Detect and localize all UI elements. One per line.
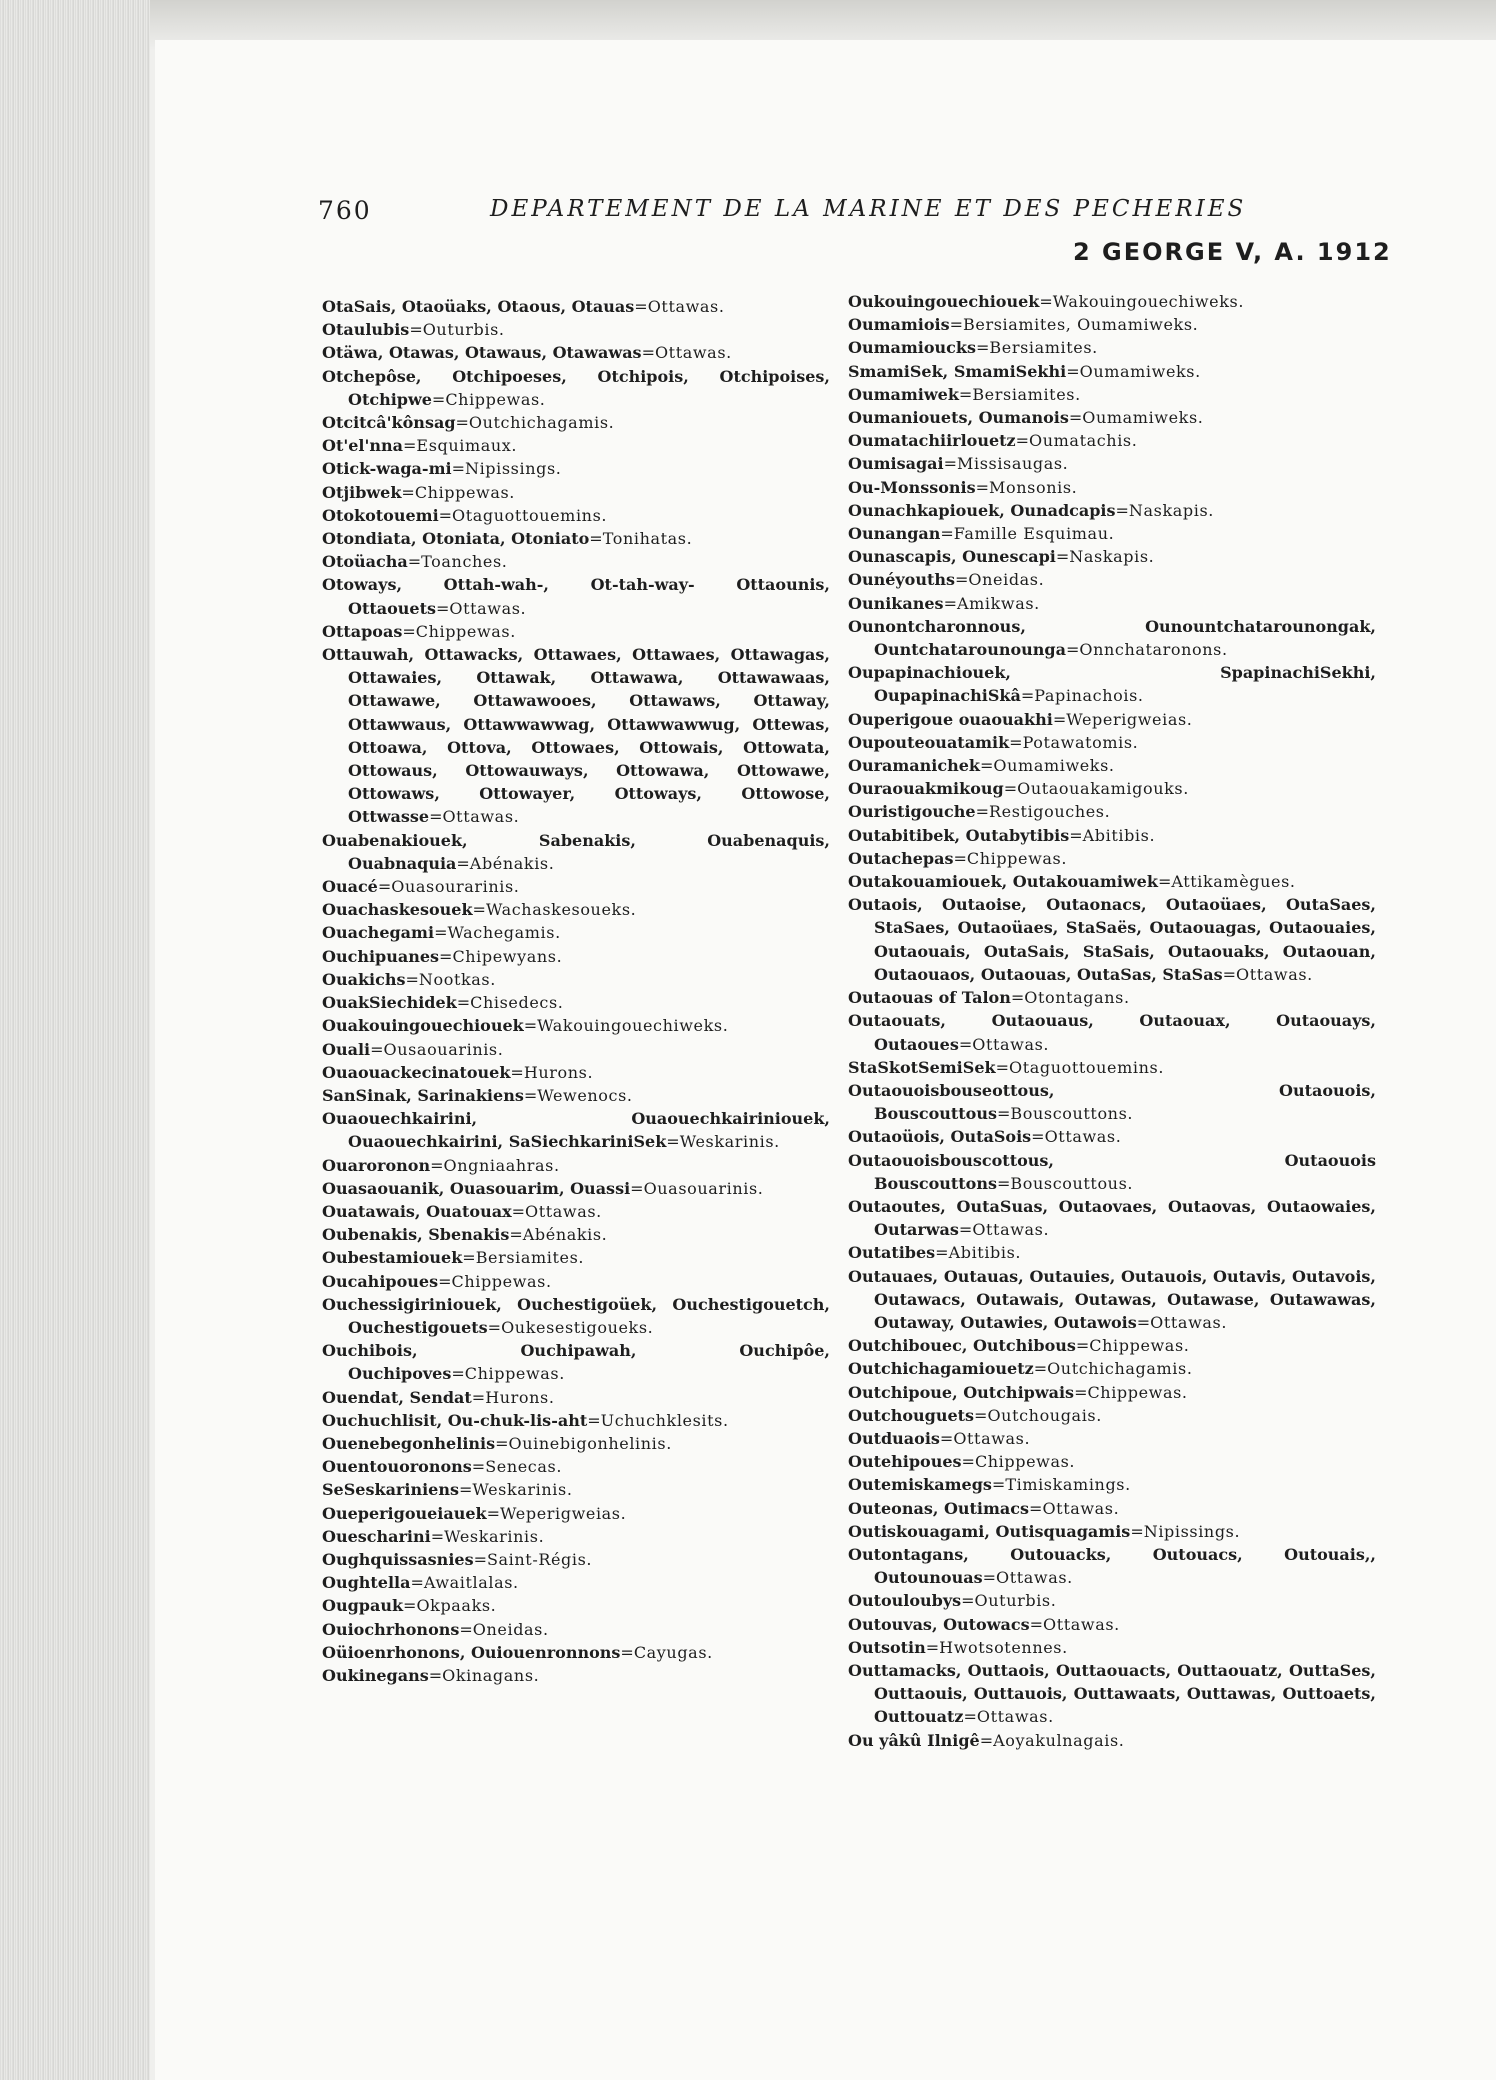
entry-equivalent: Chippewas. xyxy=(966,848,1068,868)
entry-term: Oumamiwek xyxy=(848,384,959,404)
entry-equivalent: Chippewas. xyxy=(1089,1336,1190,1356)
index-entry: Oueperigoueiauek=Weperigweias. xyxy=(322,1503,627,1523)
entry-term: Oukouingouechiouek xyxy=(848,292,1040,311)
index-entry: Otaulubis=Outurbis. xyxy=(322,320,505,340)
entry-equivalent: Nootkas. xyxy=(418,969,496,989)
entry-term: Otoways, Ottah-wah-, Ot-tah-way- Ottaounis, Ottaouets xyxy=(322,575,830,618)
index-entry: Otokotouemi=Otaguottouemins. xyxy=(322,505,608,525)
entry-equivalent: Ottawas. xyxy=(647,297,725,316)
entry-equivalent: Ottawas. xyxy=(995,1568,1073,1588)
entry-equivalent: Chippewas. xyxy=(415,621,516,641)
entry-equivalent: Tonihatas. xyxy=(602,529,693,549)
index-entry: Outchouguets=Outchougais. xyxy=(848,1405,1102,1425)
entry-equivalent: Hurons. xyxy=(485,1387,555,1407)
entry-equivalent: Chippewas. xyxy=(451,1271,552,1291)
entry-term: Outchibouec, Outchibous xyxy=(848,1336,1076,1356)
index-entry: Otäwa, Otawas, Otawaus, Otawawas=Ottawas. xyxy=(322,343,732,363)
index-entry: Ouaroronon=Ongniaahras. xyxy=(322,1155,560,1175)
index-entry: Oupouteouatamik=Potawatomis. xyxy=(848,732,1139,752)
entry-term: Outsotin xyxy=(848,1637,926,1657)
entry-term: Ouperigoue ouaouakhi xyxy=(848,709,1053,729)
entry-term: Oumatachiirlouetz xyxy=(848,431,1016,451)
index-entry: Oumisagai=Missisaugas. xyxy=(848,454,1069,474)
index-entry: Outouvas, Outowacs=Ottawas. xyxy=(848,1614,1120,1634)
index-entry: Ouiochrhonons=Oneidas. xyxy=(322,1619,549,1639)
entry-term: Ouachaskesouek xyxy=(322,900,473,920)
entry-term: Outemiskamegs xyxy=(848,1475,992,1495)
entry-equivalent: Weskarinis. xyxy=(679,1132,780,1152)
index-entry: Ouchuchlisit, Ou-chuk-lis-aht=Uchuchklesits. xyxy=(322,1410,729,1430)
entry-equivalent: Cayugas. xyxy=(633,1642,713,1662)
entry-term: Ouchipuanes xyxy=(322,946,440,966)
entry-term: Ouraouakmikoug xyxy=(848,779,1004,799)
entry-equivalent: Weskarinis. xyxy=(472,1480,573,1500)
entry-term: Outouloubys xyxy=(848,1591,962,1611)
index-entry: Outouloubys=Outurbis. xyxy=(848,1591,1057,1611)
entry-equivalent: Otaguottouemins. xyxy=(1008,1057,1165,1077)
entry-equivalent: Oukesestigoueks. xyxy=(501,1317,654,1337)
entry-term: Outabitibek, Outabytibis xyxy=(848,825,1070,845)
index-entry: Oukinegans=Okinagans. xyxy=(322,1665,540,1685)
index-entry: Oumamiwek=Bersiamites. xyxy=(848,384,1081,404)
index-entry: Oumamiois=Bersiamites, Oumamiweks. xyxy=(848,315,1199,335)
index-entry: Outaouoisbouseottous, Outaouois, Bouscouttous=Bouscouttons. xyxy=(848,1080,1376,1124)
entry-equivalent: Ottawas. xyxy=(1236,964,1313,984)
entry-equivalent: Awaitlalas. xyxy=(423,1573,519,1593)
entry-term: Ouristigouche xyxy=(848,802,976,822)
index-entry: Ouraouakmikoug=Outaouakamigouks. xyxy=(848,779,1189,799)
index-entry: Oumamioucks=Bersiamites. xyxy=(848,338,1098,358)
index-entry: Otchepôse, Otchipoeses, Otchipois, Otchipoises, Otchipwe=Chippewas. xyxy=(322,366,830,409)
entry-equivalent: Weperigweias. xyxy=(500,1503,627,1523)
index-entry: Outchibouec, Outchibous=Chippewas. xyxy=(848,1336,1190,1356)
entry-equivalent: Saint-Régis. xyxy=(486,1549,593,1569)
index-entry: Outachepas=Chippewas. xyxy=(848,848,1068,868)
entry-term: Oumaniouets, Oumanois xyxy=(848,408,1069,428)
entry-term: StaSkotSemiSek xyxy=(848,1057,996,1077)
index-entry: SmamiSek, SmamiSekhi=Oumamiweks. xyxy=(848,361,1201,381)
index-entry: Outchipoue, Outchipwais=Chippewas. xyxy=(848,1382,1188,1402)
entry-term: Ounascapis, Ounescapi xyxy=(848,547,1056,567)
entry-term: Outouvas, Outowacs xyxy=(848,1614,1030,1634)
entry-equivalent: Wakouingouechiweks. xyxy=(537,1016,729,1036)
index-entry: Outauaes, Outauas, Outauies, Outauois, Outavis, Outavois, Outawacs, Outawais, Outawas, Outawase, Outawawas, Outaway, Outawies, Outawois=Ottawas. xyxy=(848,1266,1376,1332)
index-entry: Outabitibek, Outabytibis=Abitibis. xyxy=(848,825,1156,845)
entry-equivalent: Outchougais. xyxy=(987,1405,1102,1425)
index-entry: Oubenakis, Sbenakis=Abénakis. xyxy=(322,1225,608,1245)
index-entry: Ouatawais, Ouatouax=Ottawas. xyxy=(322,1201,602,1221)
entry-term: Ounachkapiouek, Ounadcapis xyxy=(848,500,1116,520)
index-entry: Ouakichs=Nootkas. xyxy=(322,969,496,989)
index-entry: Oumatachiirlouetz=Oumatachis. xyxy=(848,431,1138,451)
entry-term: Oughtella xyxy=(322,1573,411,1593)
index-entry: Ounikanes=Amikwas. xyxy=(848,593,1040,613)
index-entry: Ouakouingouechiouek=Wakouingouechiweks. xyxy=(322,1016,729,1036)
entry-term: Ou-Monssonis xyxy=(848,477,976,497)
entry-equivalent: Ottawas. xyxy=(976,1707,1054,1727)
entry-term: Ou yâkû Ilnigê xyxy=(848,1730,980,1750)
entry-term: Ouabenakiouek, Sabenakis, Ouabenaquis, Ouabnaquia xyxy=(322,830,830,873)
entry-term: Outaoutes, OutaSuas, Outaovaes, Outaovas, Outaowaies, Outarwas xyxy=(848,1196,1376,1240)
entry-term: Ouaroronon xyxy=(322,1155,431,1175)
index-entry: Oüioenrhonons, Ouiouenronnons=Cayugas. xyxy=(322,1642,713,1662)
index-entry: Ouendat, Sendat=Hurons. xyxy=(322,1387,555,1407)
entry-term: Otchepôse, Otchipoeses, Otchipois, Otchipoises, Otchipwe xyxy=(322,366,830,409)
entry-equivalent: Naskapis. xyxy=(1128,500,1214,520)
index-entry: Ouali=Ousaouarinis. xyxy=(322,1039,504,1059)
index-entry: Ouristigouche=Restigouches. xyxy=(848,802,1111,822)
index-entry: Otjibwek=Chippewas. xyxy=(322,482,515,502)
entry-term: Ottauwah, Ottawacks, Ottawaes, Ottawaes, Ottawagas, Ottawaies, Ottawak, Ottawawa, Ottawawaas, Ottawawe, Ottawawooes, Ottawaws, Ottaway, Ottawwaus, Ottawwawwag, Ottawwawwug, Ottewas, Ottoawa, Ottova, Ottowaes, Ottowais, Ottowata, Ottowaus, Ottowauways, Ottowawa, Ottowawe, Ottowaws, Ottowayer, Ottoways, Ottowose, Ottwasse xyxy=(322,645,830,827)
index-entry: Ouaouechkairini, Ouaouechkairiniouek, Ouaouechkairini, SaSiechkariniSek=Weskarinis. xyxy=(322,1109,830,1152)
entry-term: Ouasaouanik, Ouasouarim, Ouassi xyxy=(322,1178,631,1198)
entry-term: Outakouamiouek, Outakouamiwek xyxy=(848,872,1158,892)
book-page-edges xyxy=(0,0,150,2080)
entry-term: Ouenebegonhelinis xyxy=(322,1433,496,1453)
index-entry: Oughquissasnies=Saint-Régis. xyxy=(322,1549,593,1569)
entry-equivalent: Abénakis. xyxy=(522,1225,608,1245)
entry-equivalent: Nipissings. xyxy=(1143,1521,1241,1541)
index-entry: SeSeskariniens=Weskarinis. xyxy=(322,1480,573,1500)
entry-term: Outauaes, Outauas, Outauies, Outauois, Outavis, Outavois, Outawacs, Outawais, Outawas, Outawase, Outawawas, Outaway, Outawies, Outawois xyxy=(848,1266,1376,1332)
entry-term: Otondiata, Otoniata, Otoniato xyxy=(322,529,590,549)
entry-equivalent: Oumamiweks. xyxy=(993,756,1115,776)
entry-equivalent: Hurons. xyxy=(523,1062,594,1082)
entry-term: Ounéyouths xyxy=(848,570,956,590)
entry-equivalent: Outurbis. xyxy=(974,1591,1057,1611)
index-entry: Outaouats, Outaouaus, Outaouax, Outaouays, Outaoues=Ottawas. xyxy=(848,1011,1376,1054)
entry-term: Outeonas, Outimacs xyxy=(848,1498,1030,1518)
index-entry: Ottapoas=Chippewas. xyxy=(322,621,516,641)
entry-equivalent: Outchichagamis. xyxy=(1047,1359,1193,1379)
entry-equivalent: Nipissings. xyxy=(464,459,562,479)
session-title: 2 GEORGE V, A. 1912 xyxy=(1073,238,1392,266)
index-entry: Oupapinachiouek, SpapinachiSekhi, OupapinachiSkâ=Papinachois. xyxy=(848,663,1376,706)
entry-equivalent: Monsonis. xyxy=(989,477,1078,497)
entry-term: Outduaois xyxy=(848,1428,940,1448)
entry-term: Oumamioucks xyxy=(848,338,977,358)
index-entry: OtaSais, Otaoüaks, Otaous, Otauas=Ottawas. xyxy=(322,297,725,316)
entry-equivalent: Oneidas. xyxy=(472,1619,549,1639)
entry-term: Otcitcâ'kônsag xyxy=(322,413,456,433)
entry-term: Outiskouagami, Outisquagamis xyxy=(848,1521,1131,1541)
index-entry: Ot'el'nna=Esquimaux. xyxy=(322,436,518,456)
index-entry: Ougpauk=Okpaaks. xyxy=(322,1596,497,1616)
index-entry: Ouacé=Ouasourarinis. xyxy=(322,877,520,897)
entry-equivalent: Bersiamites. xyxy=(475,1248,585,1268)
entry-equivalent: Abitibis. xyxy=(1082,825,1156,845)
index-entry: Ouescharini=Weskarinis. xyxy=(322,1526,545,1546)
entry-equivalent: Ongniaahras. xyxy=(443,1155,560,1175)
entry-equivalent: Wakouingouechiweks. xyxy=(1052,292,1245,311)
index-entry: Outduaois=Ottawas. xyxy=(848,1428,1031,1448)
entry-equivalent: Wewenocs. xyxy=(537,1085,633,1105)
index-entry: Ounangan=Famille Esquimau. xyxy=(848,524,1115,544)
entry-term: Ouaouechkairini, Ouaouechkairiniouek, Ouaouechkairini, SaSiechkariniSek xyxy=(322,1109,830,1152)
index-entry: Ottauwah, Ottawacks, Ottawaes, Ottawaes, Ottawagas, Ottawaies, Ottawak, Ottawawa, Ottawawaas, Ottawawe, Ottawawooes, Ottawaws, Ottaway, Ottawwaus, Ottawwawwag, Ottawwawwug, Ottewas, Ottoawa, Ottova, Ottowaes, Ottowais, Ottowata, Ottowaus, Ottowauways, Ottowawa, Ottowawe, Ottowaws, Ottowayer, Ottoways, Ottowose, Ottwasse=Ottawas. xyxy=(322,645,830,827)
entry-equivalent: Oumamiweks. xyxy=(1082,408,1204,428)
index-entry: Otoüacha=Toanches. xyxy=(322,552,508,572)
entry-equivalent: Bouscouttous. xyxy=(1010,1173,1134,1193)
index-entry: OuakSiechidek=Chisedecs. xyxy=(322,993,564,1013)
index-entry: Outakouamiouek, Outakouamiwek=Attikamègues. xyxy=(848,872,1296,892)
entry-equivalent: Ouasouarinis. xyxy=(643,1178,764,1198)
entry-term: Outchouguets xyxy=(848,1405,975,1425)
index-entry: Outeonas, Outimacs=Ottawas. xyxy=(848,1498,1120,1518)
entry-term: Ottapoas xyxy=(322,621,403,641)
index-entry: Ouperigoue ouaouakhi=Weperigweias. xyxy=(848,709,1193,729)
index-entry: Ouachaskesouek=Wachaskesoueks. xyxy=(322,900,637,920)
entry-equivalent: Outaouakamigouks. xyxy=(1017,779,1189,799)
entry-equivalent: Restigouches. xyxy=(989,802,1111,822)
entry-equivalent: Chippewas. xyxy=(445,389,546,409)
entry-equivalent: Oumatachis. xyxy=(1029,431,1138,451)
entry-term: Ouacé xyxy=(322,877,378,897)
entry-equivalent: Wachaskesoueks. xyxy=(485,900,637,920)
entry-equivalent: Ottawas. xyxy=(449,598,527,618)
entry-term: Oubestamiouek xyxy=(322,1248,463,1268)
entry-equivalent: Chisedecs. xyxy=(470,993,564,1013)
entry-term: Ouchuchlisit, Ou-chuk-lis-aht xyxy=(322,1410,588,1430)
entry-term: Ouakichs xyxy=(322,969,406,989)
index-entry: Ounachkapiouek, Ounadcapis=Naskapis. xyxy=(848,500,1214,520)
index-entry: Ouchibois, Ouchipawah, Ouchipôe, Ouchipoves=Chippewas. xyxy=(322,1341,830,1384)
index-entry: Ouchipuanes=Chipewyans. xyxy=(322,946,563,966)
entry-term: Oumamiois xyxy=(848,315,950,335)
entry-equivalent: Ottawas. xyxy=(972,1220,1050,1240)
entry-term: Outaoüois, OutaSois xyxy=(848,1127,1032,1147)
index-entry: Outsotin=Hwotsotennes. xyxy=(848,1637,1068,1657)
entry-term: Outachepas xyxy=(848,848,954,868)
entry-term: OuakSiechidek xyxy=(322,993,457,1013)
index-entry: Otondiata, Otoniata, Otoniato=Tonihatas. xyxy=(322,529,693,549)
index-entry: Ouabenakiouek, Sabenakis, Ouabenaquis, Ouabnaquia=Abénakis. xyxy=(322,830,830,873)
entry-equivalent: Weperigweias. xyxy=(1066,709,1193,729)
running-title: DEPARTEMENT DE LA MARINE ET DES PECHERIES xyxy=(490,196,1247,222)
entry-equivalent: Aoyakulnagais. xyxy=(993,1730,1125,1750)
entry-equivalent: Abitibis. xyxy=(948,1243,1022,1263)
entry-equivalent: Oumamiweks. xyxy=(1079,361,1201,381)
entry-term: Oupouteouatamik xyxy=(848,732,1010,752)
entry-equivalent: Toanches. xyxy=(421,552,508,572)
entry-equivalent: Chippewas. xyxy=(974,1452,1076,1472)
entry-equivalent: Bersiamites. xyxy=(989,338,1098,358)
entry-equivalent: Ouasourarinis. xyxy=(391,877,520,897)
entry-equivalent: Onnchataronons. xyxy=(1079,640,1228,660)
index-entry: Otcitcâ'kônsag=Outchichagamis. xyxy=(322,413,615,433)
entry-equivalent: Ottawas. xyxy=(1150,1312,1228,1332)
index-entry: Ouaouackecinatouek=Hurons. xyxy=(322,1062,594,1082)
entry-term: Oubenakis, Sbenakis xyxy=(322,1225,510,1245)
entry-term: Otoüacha xyxy=(322,552,408,572)
index-entry: Ounascapis, Ounescapi=Naskapis. xyxy=(848,547,1155,567)
entry-term: Outchipoue, Outchipwais xyxy=(848,1382,1075,1402)
entry-term: SanSinak, Sarinakiens xyxy=(322,1085,524,1105)
index-entry: SanSinak, Sarinakiens=Wewenocs. xyxy=(322,1085,633,1105)
index-entry: Outontagans, Outouacks, Outouacs, Outouais,, Outounouas=Ottawas. xyxy=(848,1544,1376,1588)
entry-equivalent: Ottawas. xyxy=(525,1201,602,1221)
index-entry: Outaouoisbouscottous, Outaouois Bouscouttons=Bouscouttous. xyxy=(848,1150,1376,1193)
index-entry: Outaois, Outaoise, Outaonacs, Outaoüaes, OutaSaes, StaSaes, Outaoüaes, StaSaës, Outaouagas, Outaouaies, Outaouais, OutaSais, StaSais, Outaouaks, Outaouan, Outaouaos, Outaouas, OutaSas, StaSas=Ottawas. xyxy=(848,895,1376,984)
entry-equivalent: Chippewas. xyxy=(1087,1382,1188,1402)
entry-term: Oupapinachiouek, SpapinachiSekhi, OupapinachiSkâ xyxy=(848,663,1376,706)
entry-equivalent: Ottawas. xyxy=(654,343,732,363)
entry-term: Ouchibois, Ouchipawah, Ouchipôe, Ouchipoves xyxy=(322,1341,830,1384)
entry-equivalent: Naskapis. xyxy=(1069,547,1155,567)
entry-term: Oüioenrhonons, Ouiouenronnons xyxy=(322,1642,621,1662)
entry-term: Otäwa, Otawas, Otawaus, Otawawas xyxy=(322,343,642,363)
entry-term: Outontagans, Outouacks, Outouacs, Outouais,, Outounouas xyxy=(848,1544,1376,1588)
entry-term: Oucahipoues xyxy=(322,1271,439,1291)
entry-equivalent: Ottawas. xyxy=(1042,1498,1120,1518)
index-entry: Oucahipoues=Chippewas. xyxy=(322,1271,552,1291)
index-entry: Outiskouagami, Outisquagamis=Nipissings. xyxy=(848,1521,1241,1541)
entry-term: Otick-waga-mi xyxy=(322,459,452,479)
entry-equivalent: Ouinebigonhelinis. xyxy=(508,1433,672,1453)
entry-term: Outaouoisbouseottous, Outaouois, Bouscouttous xyxy=(848,1080,1376,1124)
index-entry: Outaoüois, OutaSois=Ottawas. xyxy=(848,1127,1122,1147)
index-entry: Oumaniouets, Oumanois=Oumamiweks. xyxy=(848,408,1204,428)
entry-equivalent: Ousaouarinis. xyxy=(383,1039,504,1059)
entry-equivalent: Potawatomis. xyxy=(1022,732,1139,752)
entry-equivalent: Chippewas. xyxy=(414,482,515,502)
index-entry: Ouachegami=Wachegamis. xyxy=(322,923,561,943)
entry-equivalent: Ottawas. xyxy=(953,1428,1031,1448)
entry-equivalent: Otontagans. xyxy=(1024,988,1130,1008)
entry-term: Ouakouingouechiouek xyxy=(322,1016,524,1036)
entry-term: Outehipoues xyxy=(848,1452,962,1472)
entry-term: Ouaouackecinatouek xyxy=(322,1062,511,1082)
entry-equivalent: Oneidas. xyxy=(968,570,1045,590)
entry-equivalent: Okinagans. xyxy=(442,1665,540,1685)
index-entry: Ouenebegonhelinis=Ouinebigonhelinis. xyxy=(322,1433,672,1453)
entry-term: SmamiSek, SmamiSekhi xyxy=(848,361,1067,381)
entry-term: Otaulubis xyxy=(322,320,410,340)
entry-term: Ounangan xyxy=(848,524,941,544)
index-entry: Outaoutes, OutaSuas, Outaovaes, Outaovas, Outaowaies, Outarwas=Ottawas. xyxy=(848,1196,1376,1240)
entry-term: Ougpauk xyxy=(322,1596,404,1616)
entry-term: Ounikanes xyxy=(848,593,944,613)
entry-equivalent: Uchuchklesits. xyxy=(600,1410,729,1430)
entry-term: Ouiochrhonons xyxy=(322,1619,460,1639)
entry-term: Oughquissasnies xyxy=(322,1549,474,1569)
entry-term: Oueperigoueiauek xyxy=(322,1503,487,1523)
entry-equivalent: Famille Esquimau. xyxy=(953,524,1115,544)
index-entry: Ouentouoronons=Senecas. xyxy=(322,1457,563,1477)
entry-equivalent: Chippewas. xyxy=(464,1364,565,1384)
entry-equivalent: Weskarinis. xyxy=(444,1526,545,1546)
entry-equivalent: Bouscouttons. xyxy=(1010,1104,1134,1124)
index-entry: Outatibes=Abitibis. xyxy=(848,1243,1022,1263)
entry-term: Otokotouemi xyxy=(322,505,439,525)
entry-equivalent: Timiskamings. xyxy=(1005,1475,1131,1495)
entry-term: Ot'el'nna xyxy=(322,436,404,456)
index-entry: Otick-waga-mi=Nipissings. xyxy=(322,459,562,479)
entry-equivalent: Hwotsotennes. xyxy=(939,1637,1068,1657)
entry-term: Ouatawais, Ouatouax xyxy=(322,1201,512,1221)
entry-term: Outaouas of Talon xyxy=(848,988,1011,1008)
entry-equivalent: Amikwas. xyxy=(956,593,1040,613)
entry-term: Ouescharini xyxy=(322,1526,431,1546)
index-entry: Oukouingouechiouek=Wakouingouechiweks. xyxy=(848,292,1245,311)
page-number: 760 xyxy=(318,196,372,225)
right-column xyxy=(848,290,1376,1752)
entry-equivalent: Ottawas. xyxy=(1043,1614,1120,1634)
entry-term: Outchichagamiouetz xyxy=(848,1359,1034,1379)
entry-term: Outaouats, Outaouaus, Outaouax, Outaouays, Outaoues xyxy=(848,1011,1376,1054)
entry-equivalent: Outurbis. xyxy=(422,320,505,340)
index-entry: Ou-Monssonis=Monsonis. xyxy=(848,477,1078,497)
entry-equivalent: Ottawas. xyxy=(442,807,520,827)
entry-equivalent: Wachegamis. xyxy=(447,923,561,943)
entry-term: Ouachegami xyxy=(322,923,435,943)
index-entry: Outchichagamiouetz=Outchichagamis. xyxy=(848,1359,1193,1379)
entry-term: Ouramanichek xyxy=(848,756,981,776)
entry-equivalent: Okpaaks. xyxy=(416,1596,497,1616)
index-entry: Ounéyouths=Oneidas. xyxy=(848,570,1045,590)
entry-term: Ouchessigiriniouek, Ouchestigoüek, Ouchestigouetch, Ouchestigouets xyxy=(322,1294,830,1337)
left-column xyxy=(322,295,830,1687)
entry-term: OtaSais, Otaoüaks, Otaous, Otauas xyxy=(322,297,635,316)
index-entry: Ouramanichek=Oumamiweks. xyxy=(848,756,1115,776)
entry-equivalent: Bersiamites, Oumamiweks. xyxy=(963,315,1199,335)
entry-equivalent: Ottawas. xyxy=(972,1034,1050,1054)
entry-term: Ouali xyxy=(322,1039,371,1059)
entry-equivalent: Attikamègues. xyxy=(1171,872,1296,892)
entry-term: Ouentouoronons xyxy=(322,1457,472,1477)
entry-equivalent: Papinachois. xyxy=(1034,686,1144,706)
entry-equivalent: Chipewyans. xyxy=(452,946,563,966)
entry-term: Outaois, Outaoise, Outaonacs, Outaoüaes, OutaSaes, StaSaes, Outaoüaes, StaSaës, Outaouagas, Outaouaies, Outaouais, OutaSais, StaSais, Outaouaks, Outaouan, Outaouaos, Outaouas, OutaSas, StaSas xyxy=(848,895,1376,984)
index-entry: Ou yâkû Ilnigê=Aoyakulnagais. xyxy=(848,1730,1125,1750)
entry-equivalent: Esquimaux. xyxy=(416,436,518,456)
entry-term: Ouendat, Sendat xyxy=(322,1387,472,1407)
index-entry: Ouasaouanik, Ouasouarim, Ouassi=Ouasouarinis. xyxy=(322,1178,764,1198)
index-entry: StaSkotSemiSek=Otaguottouemins. xyxy=(848,1057,1165,1077)
entry-term: Oumisagai xyxy=(848,454,944,474)
index-entry: Outaouas of Talon=Otontagans. xyxy=(848,988,1130,1008)
entry-term: Oukinegans xyxy=(322,1665,429,1685)
entry-term: Otjibwek xyxy=(322,482,402,502)
index-entry: Oubestamiouek=Bersiamites. xyxy=(322,1248,585,1268)
entry-equivalent: Bersiamites. xyxy=(972,384,1081,404)
entry-term: Outatibes xyxy=(848,1243,936,1263)
index-entry: Oughtella=Awaitlalas. xyxy=(322,1573,519,1593)
entry-equivalent: Missisaugas. xyxy=(957,454,1069,474)
index-entry: Otoways, Ottah-wah-, Ot-tah-way- Ottaounis, Ottaouets=Ottawas. xyxy=(322,575,830,618)
index-entry: Ouchessigiriniouek, Ouchestigoüek, Ouchestigouetch, Ouchestigouets=Oukesestigoueks. xyxy=(322,1294,830,1337)
entry-term: Outtamacks, Outtaois, Outtaouacts, Outtaouatz, OuttaSes, Outtaouis, Outtauois, Outtawaats, Outtawas, Outtoaets, Outtouatz xyxy=(848,1660,1376,1727)
index-entry: Outemiskamegs=Timiskamings. xyxy=(848,1475,1131,1495)
entry-term: SeSeskariniens xyxy=(322,1480,459,1500)
entry-term: Ounontcharonnous, Ounountchatarounongak, Ountchatarounounga xyxy=(848,616,1376,660)
entry-equivalent: Outchichagamis. xyxy=(468,413,615,433)
index-entry: Outehipoues=Chippewas. xyxy=(848,1452,1076,1472)
entry-equivalent: Senecas. xyxy=(485,1457,563,1477)
entry-term: Outaouoisbouscottous, Outaouois Bouscouttons xyxy=(848,1150,1376,1193)
index-entry: Ounontcharonnous, Ounountchatarounongak, Ountchatarounounga=Onnchataronons. xyxy=(848,616,1376,660)
entry-equivalent: Ottawas. xyxy=(1044,1127,1122,1147)
index-entry: Outtamacks, Outtaois, Outtaouacts, Outtaouatz, OuttaSes, Outtaouis, Outtauois, Outtawaats, Outtawas, Outtoaets, Outtouatz=Ottawas. xyxy=(848,1660,1376,1727)
entry-equivalent: Abénakis. xyxy=(469,853,555,873)
entry-equivalent: Otaguottouemins. xyxy=(452,505,608,525)
